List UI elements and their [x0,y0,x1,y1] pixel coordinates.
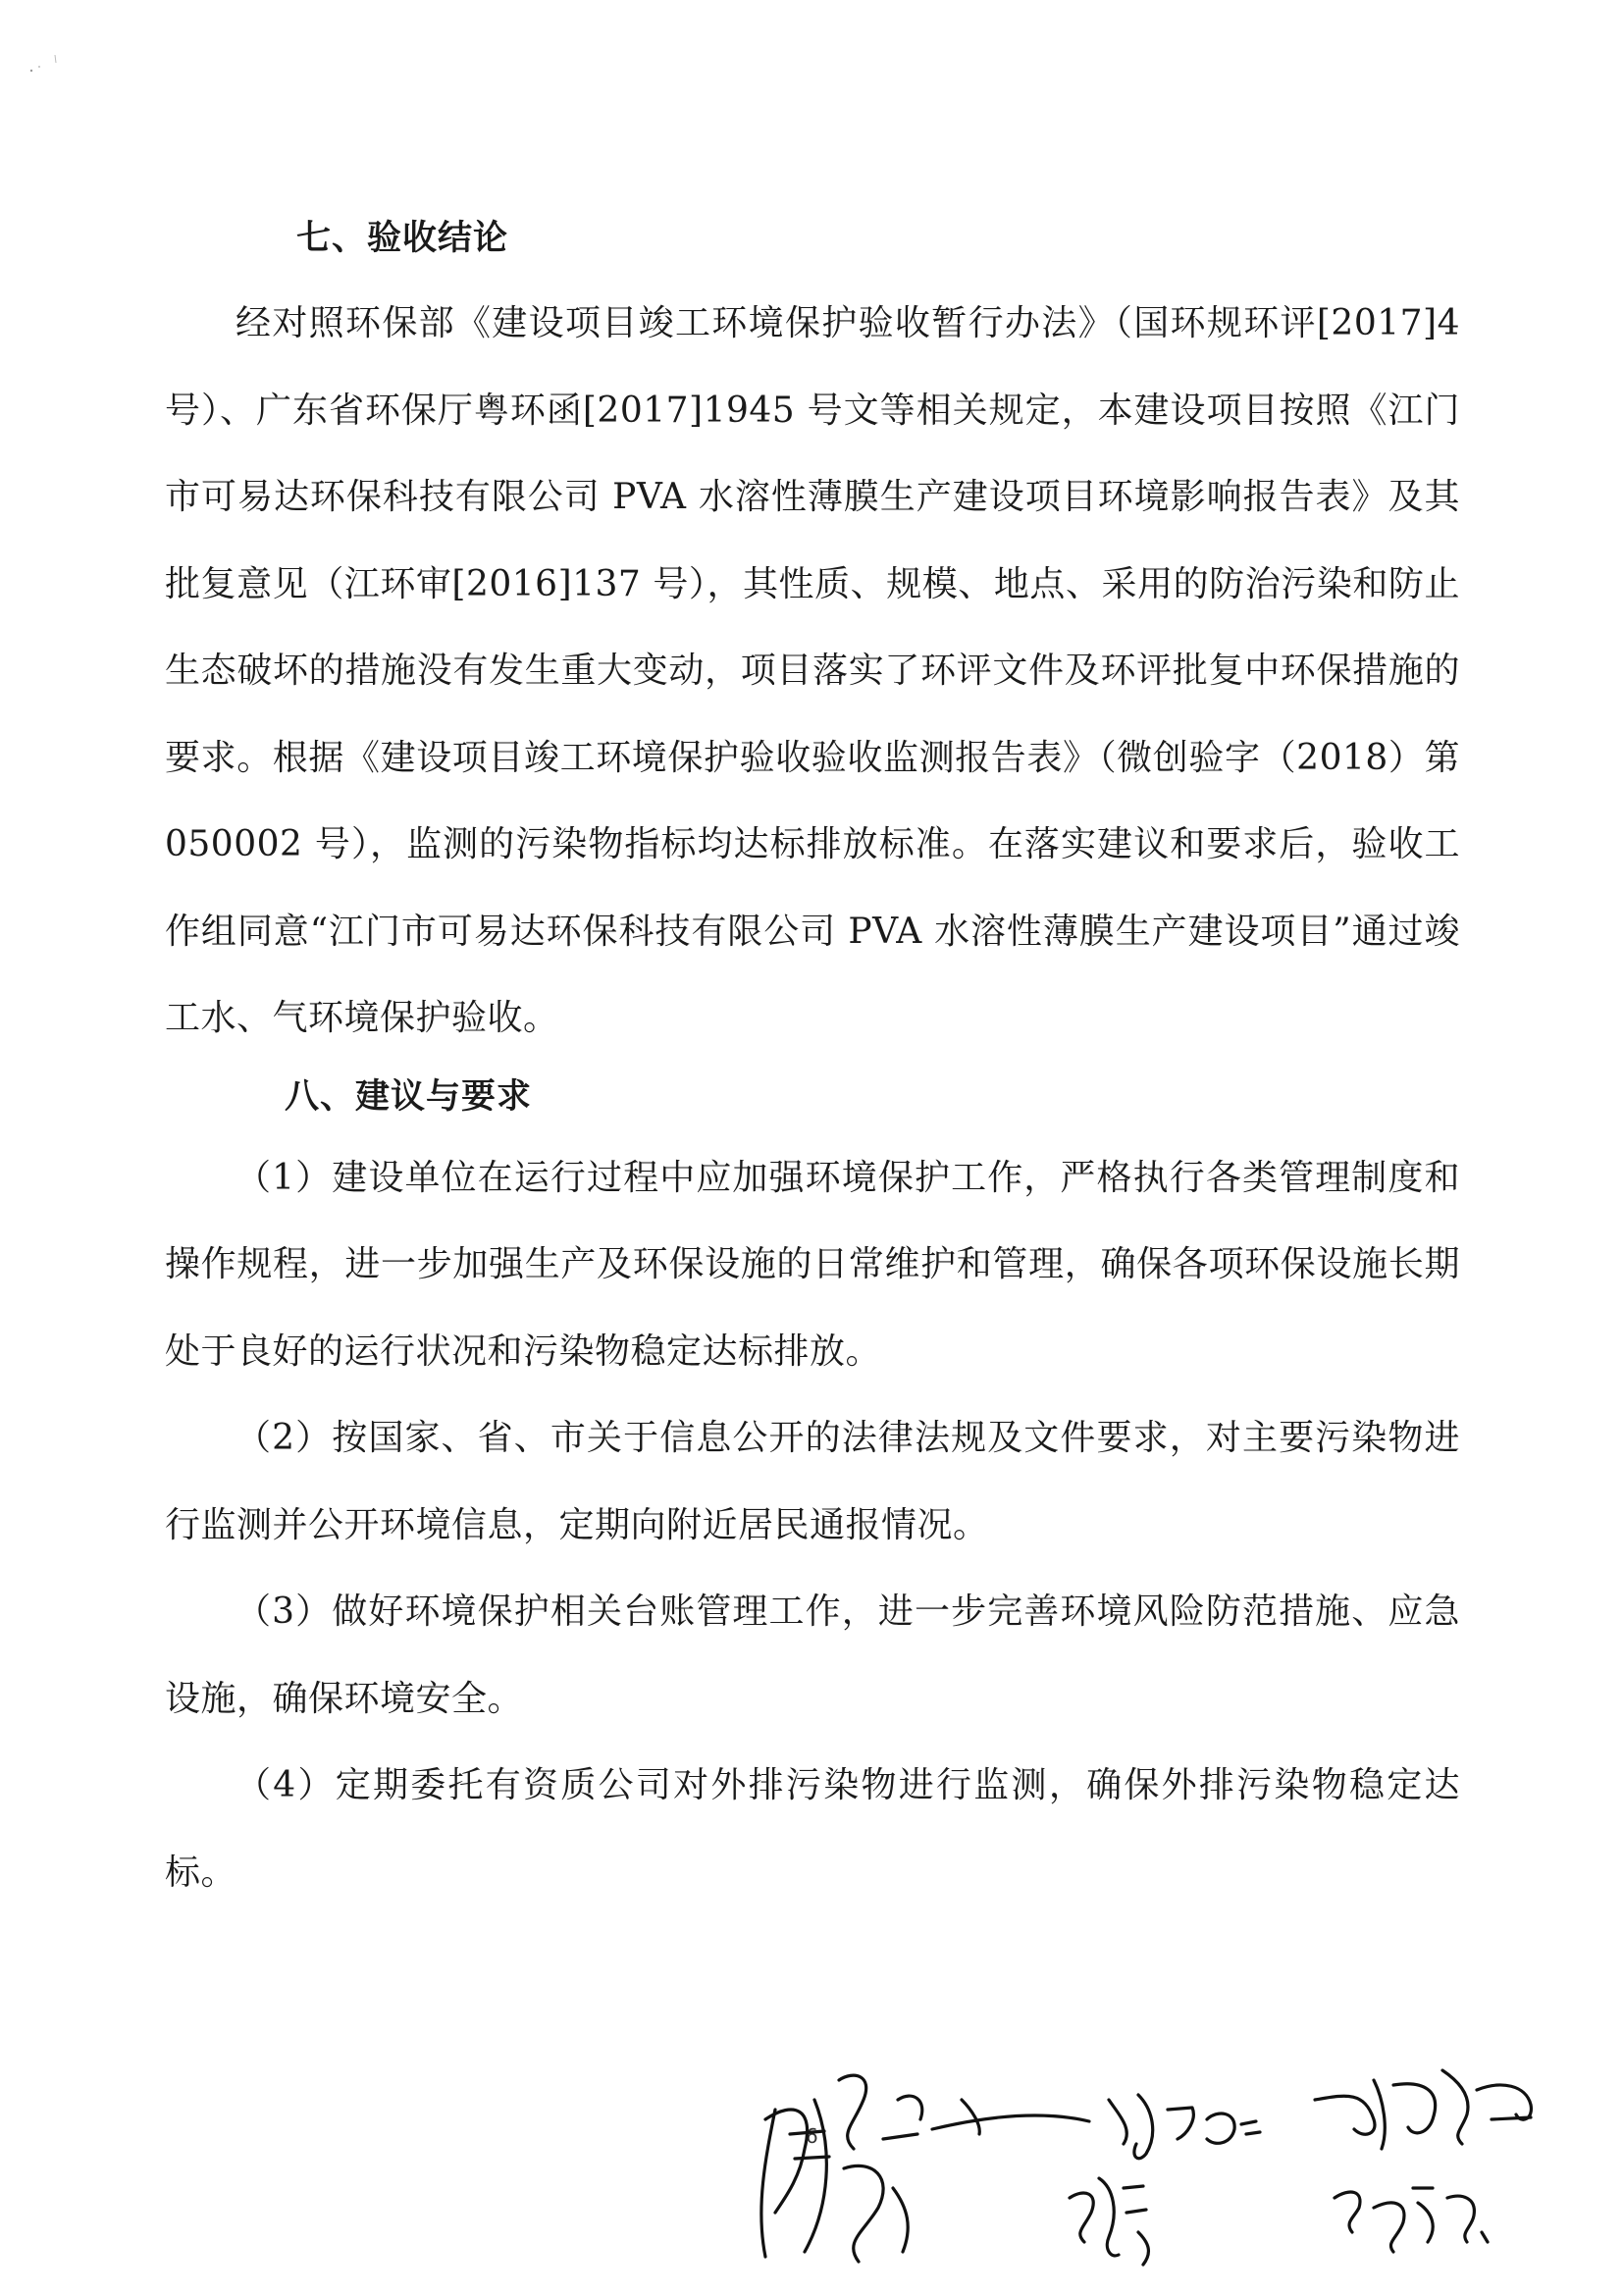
recommendation-item: （2）按国家、省、市关于信息公开的法律法规及文件要求，对主要污染物进行监测并公开环境信息，定期向附近居民通报情况。 [165,1418,1460,1545]
handwritten-signatures-icon [746,2041,1570,2276]
section-7-heading: 七、验收结论 [296,219,509,258]
signatures [746,2041,1570,2276]
page-number: 6 [806,2124,818,2148]
document-body [165,214,1460,1916]
scan-speck-icon [26,51,65,80]
recommendation-item: （4）定期委托有资质公司对外排污染物进行监测，确保外排污染物稳定达标。 [165,1765,1460,1893]
section-8-heading: 八、建议与要求 [285,1076,533,1117]
recommendation-item: （3）做好环境保护相关台账管理工作，进一步完善环境风险防范措施、应急设施，确保环境安全。 [165,1592,1460,1719]
section-7-paragraph: 经对照环保部《建设项目竣工环境保护验收暂行办法》（国环规环评[2017]4 号）、广东省环保厅粤环函[2017]1945 号文等相关规定，本建设项目按照《江门市可易达环保科技有限公司 PVA 水溶性薄膜生产建设项目环境影响报告表》及其批复意见（江环审[2016]137 号），其性质、规模、地点、采用的防治污染和防止生态破坏的措施没有发生重大变动，项目落实了环评文件及环评批复中环保措施的要求。根据《建设项目竣工环境保护验收验收监测报告表》（微创验字（2018）第 050002 号），监测的污染物指标均达标排放标准。在落实建议和要求后，验收工作组同意“江门市可易达环保科技有限公司 PVA 水溶性薄膜生产建设项目”通过竣工水、气环境保护验收。 [165,303,1460,1038]
recommendation-item: （1）建设单位在运行过程中应加强环境保护工作，严格执行各类管理制度和操作规程，进一步加强生产及环保设施的日常维护和管理，确保各项环保设施长期处于良好的运行状况和污染物稳定达标排放。 [165,1157,1460,1372]
